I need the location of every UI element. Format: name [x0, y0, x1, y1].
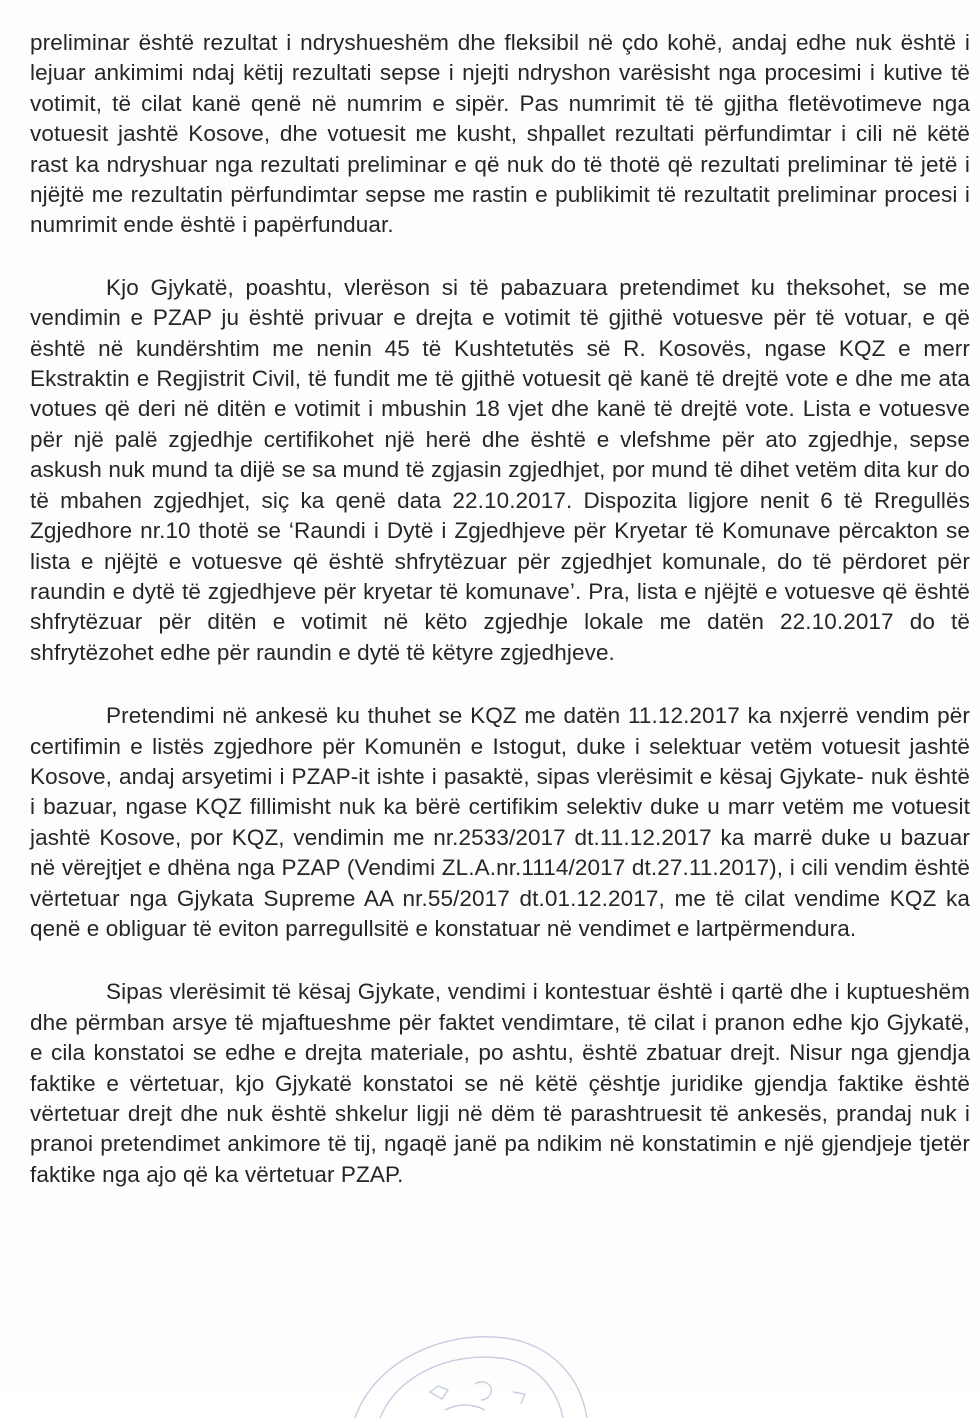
document-body [30, 28, 970, 1190]
paragraph-voter-list: Kjo Gjykatë, poashtu, vlerëson si të pabazuara pretendimet ku theksohet, se me vendimin e PZAP ju është privuar e drejta e votimit të gjithë votuesve për të votuar, e që është në kundërshtim me nenin 45 të Kushtetutës së R. Kosovës, ngase KQZ e merr Ekstraktin e Regjistrit Civil, të fundit me të gjithë votuesit që kanë të drejtë vote e dhe me ata votues që deri në ditën e votimit i mbushin 18 vjet dhe kanë të drejtë vote. Lista e votuesve për një palë zgjedhje certifikohet një herë dhe është e vlefshme për ato zgjedhje, sepse askush nuk mund ta dijë se sa mund të zgjasin zgjedhjet, por mund të dihet vetëm dita kur do të mbahen zgjedhjet, siç ka qenë data 22.10.2017. Dispozita ligjore nenit 6 të Rregullës Zgjedhore nr.10 thotë se ‘Raundi i Dytë i Zgjedhjeve për Kryetar të Komunave përcakton se lista e njëjtë e votuesve që është shfrytëzuar për zgjedhjet komunale, do të përdoret për raundin e dytë të zgjedhjeve për kryetar të komunave’. Pra, lista e njëjtë e votuesve që është shfrytëzuar për ditën e votimit në këto zgjedhje lokale me datën 22.10.2017 do të shfrytëzohet edhe për raundin e dytë të këtyre zgjedhjeve. [30, 274, 970, 665]
paragraph-appeal-claim: Pretendimi në ankesë ku thuhet se KQZ me datën 11.12.2017 ka nxjerrë vendim për certifimin e listës zgjedhore për Komunën e Istogut, duke i selektuar vetëm votuesit jashtë Kosove, andaj arsyetimi i PZAP-it ishte i pasaktë, sipas vlerësimit e kësaj Gjykate- nuk është i bazuar, ngase KQZ fillimisht nuk ka bërë certifikim selektiv duke u marr vetëm me votuesit jashtë Kosove, por KQZ, vendimin me nr.2533/2017 dt.11.12.2017 ka marrë duke u bazuar në vërejtjet e dhëna nga PZAP (Vendimi ZL.A.nr.1114/2017 dt.27.11.2017), i cili vendim është vërtetuar nga Gjykata Supreme AA nr.55/2017 dt.01.12.2017, me të cilat vendime KQZ ka qenë e obliguar të eviton parregullsitë e konstatuar në vendimet e lartpërmendura. [30, 703, 970, 941]
paragraph-court-assessment: Sipas vlerësimit të kësaj Gjykate, vendimi i kontestuar është i qartë dhe i kuptueshëm dhe përmban arsye të mjaftueshme për faktet vendimtare, të cilat i pranon edhe kjo Gjykatë, e cila konstatoi se edhe e drejta materiale, po ashtu, është zbatuar drejt. Nisur nga gjendja faktike e vërtetuar, kjo Gjykatë konstatoi se në këtë çështje juridike gjendja faktike është vërtetuar drejt dhe nuk është shkelur ligji në dëm të parashtruesit të ankesës, prandaj nuk i pranoi pretendimet ankimore të tij, ngaqë janë pa ndikim në konstatimin e një gjendjeje tjetër faktike nga ajo që ka vërtetuar PZAP. [30, 979, 970, 1187]
official-stamp-partial [335, 1300, 595, 1420]
paragraph-preliminary-result: preliminar është rezultat i ndryshueshëm dhe fleksibil në çdo kohë, andaj edhe nuk është i lejuar ankimimi ndaj këtij rezultati sepse i njejti ndryshon varësisht nga procesimi i kutive të votimit, të cilat kanë qenë në numrim e sipër. Pas numrimit të të gjitha fletëvotimeve nga votuesit jashtë Kosove, dhe votuesit me kusht, shpallet rezultati përfundimtar i cili në këtë rast ka ndryshuar nga rezultati preliminar e që nuk do të thotë që rezultati preliminar të jetë i njëjtë me rezultatin përfundimtar sepse me rastin e publikimit të rezultatit preliminar procesi i numrimit ende është i papërfunduar. [30, 30, 970, 238]
